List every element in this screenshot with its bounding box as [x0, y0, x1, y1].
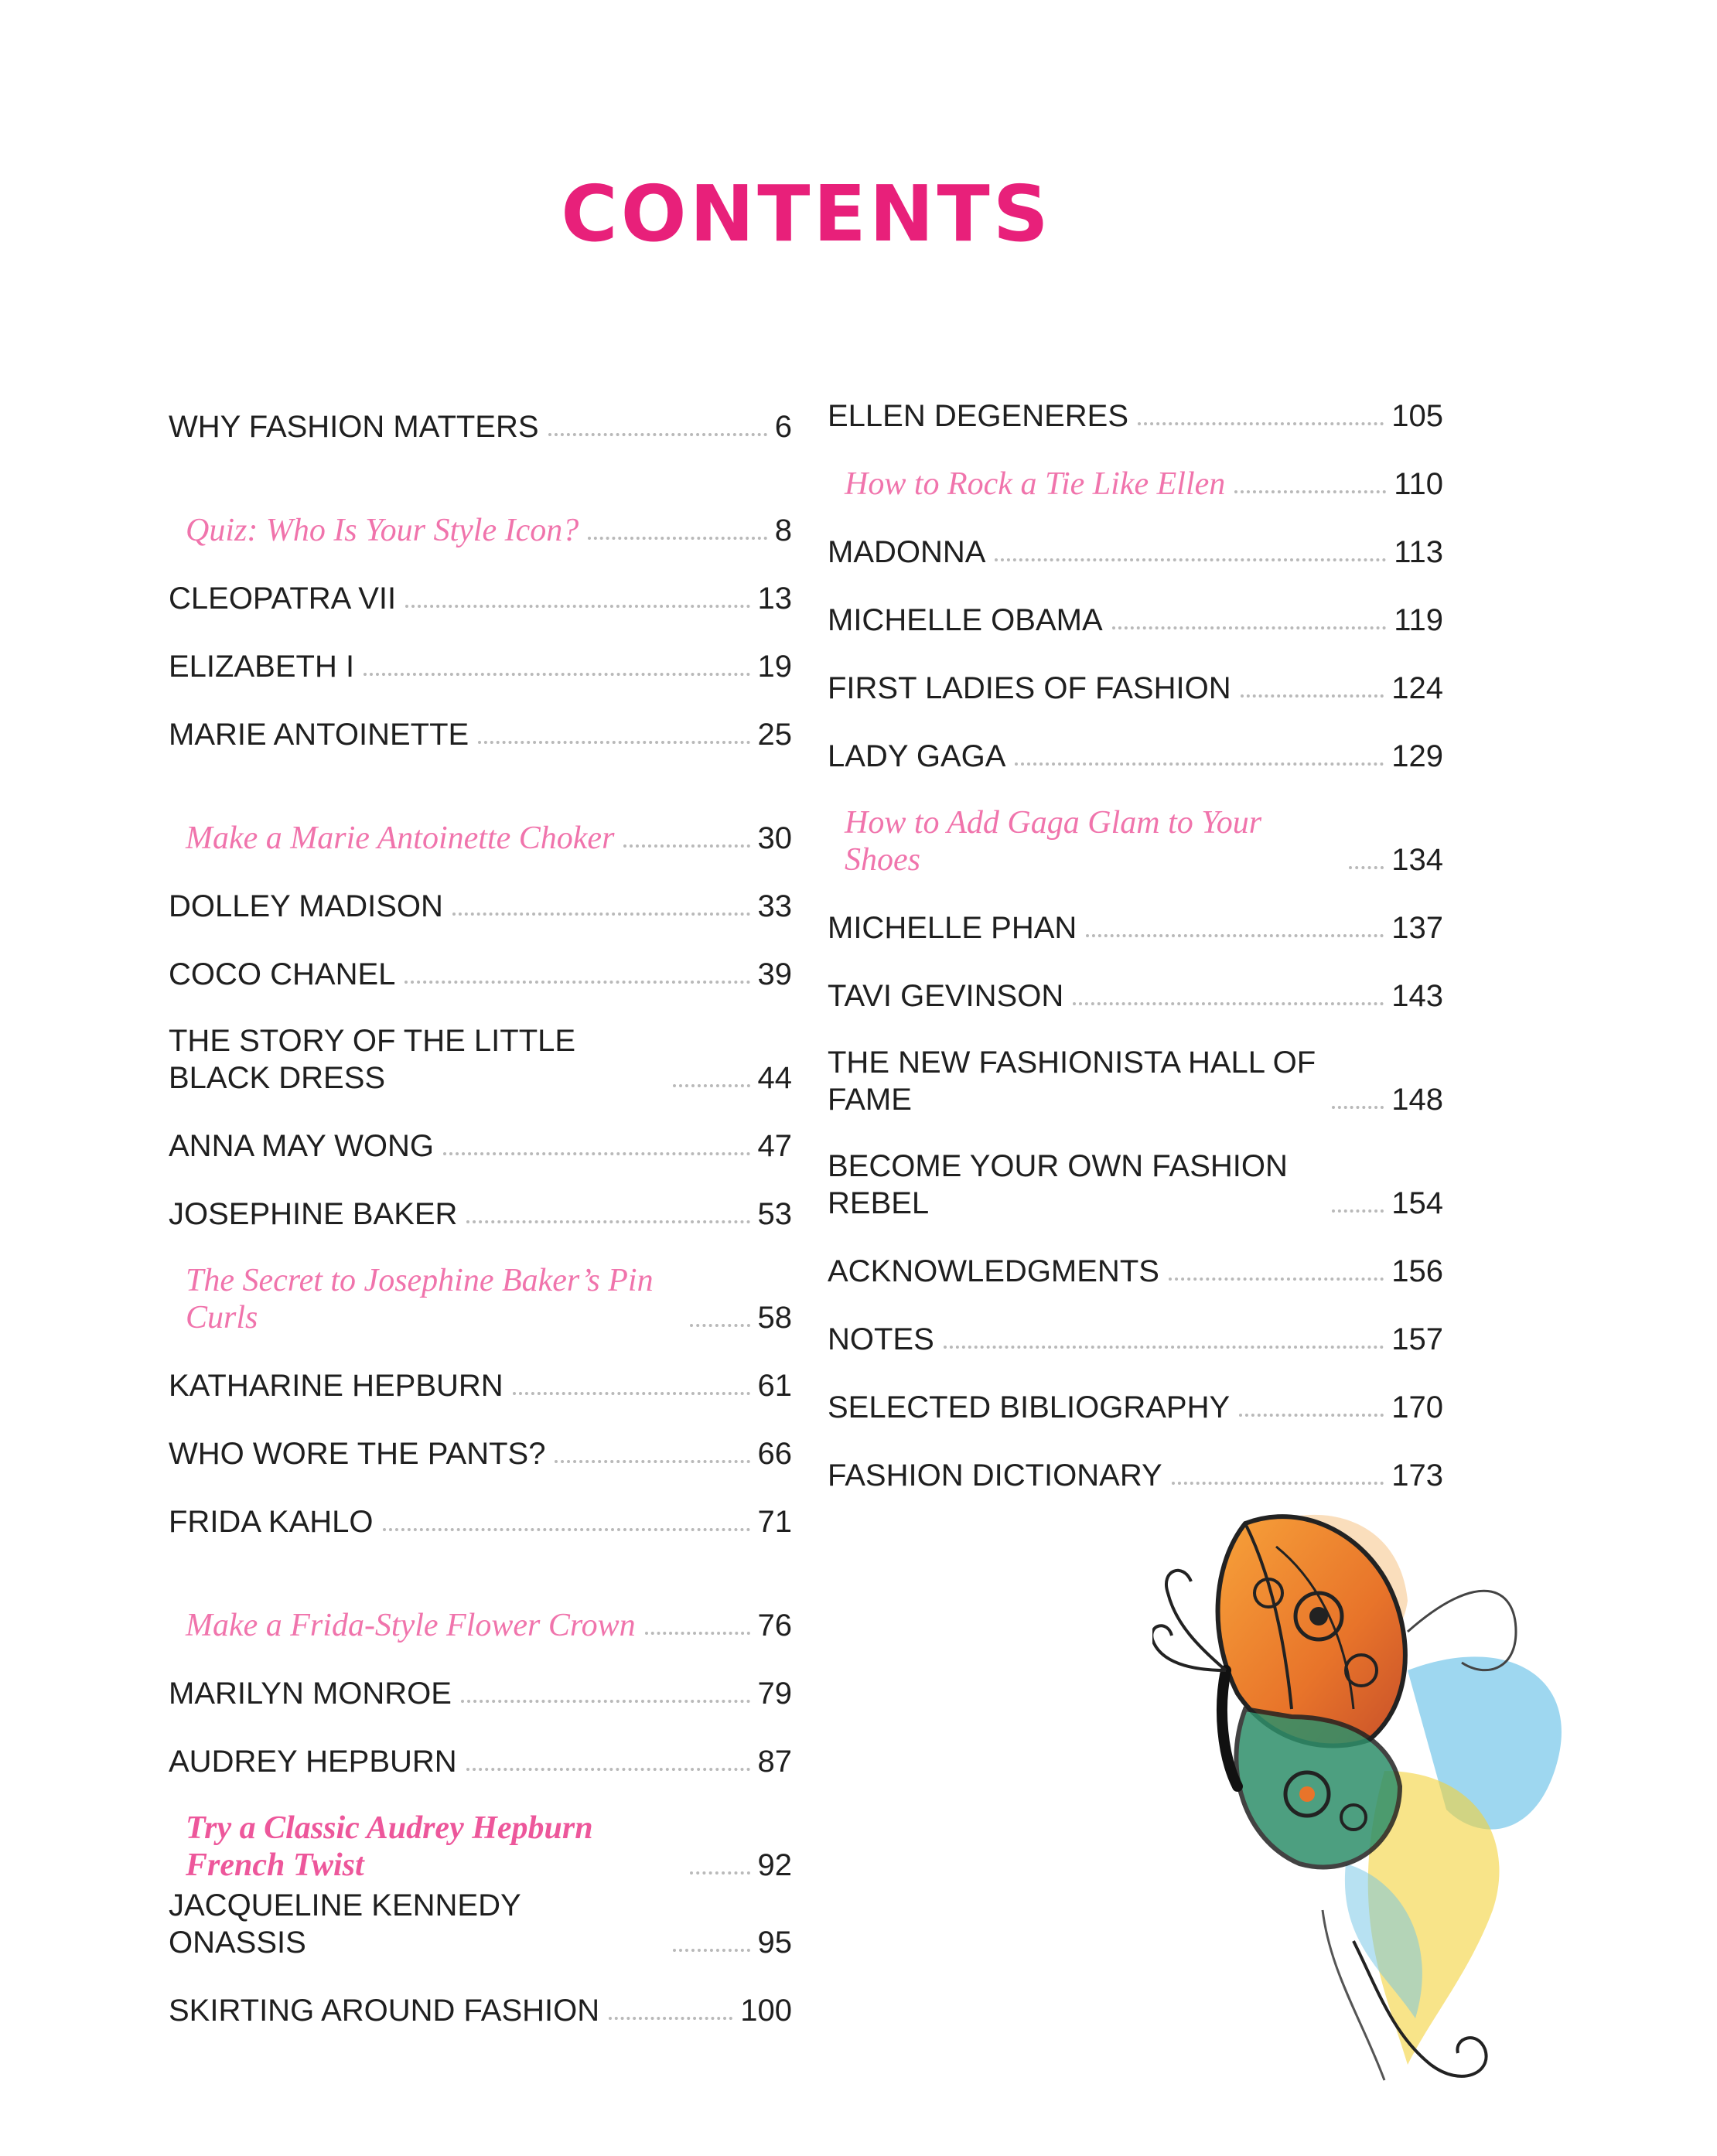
toc-page-number: 61	[757, 1369, 792, 1403]
toc-entry-label: FIRST LADIES OF FASHION	[828, 671, 1231, 705]
toc-entry	[828, 778, 1443, 882]
toc-sub-entry-label: Make a Marie Antoinette Choker	[186, 820, 615, 856]
dot-leader	[588, 537, 767, 540]
dot-leader	[478, 741, 749, 744]
toc-entry	[169, 928, 792, 996]
toc-entry-label: JACQUELINE KENNEDY ONASSIS	[169, 1888, 521, 1960]
dot-leader	[452, 913, 750, 916]
dot-leader	[548, 433, 767, 436]
toc-entry	[169, 1407, 792, 1475]
toc-page-number: 33	[757, 889, 792, 923]
dot-leader	[673, 1084, 750, 1087]
toc-entry-label: BECOME YOUR OWN FASHION REBEL	[828, 1149, 1288, 1220]
toc-page-number: 66	[757, 1437, 792, 1471]
toc-sub-entry-label: How to Add Gaga Glam to Your Shoes	[845, 805, 1262, 878]
dot-leader	[443, 1152, 749, 1155]
toc-entry	[169, 860, 792, 928]
toc-entry-label: ACKNOWLEDGMENTS	[828, 1254, 1159, 1288]
toc-page-number: 71	[757, 1505, 792, 1539]
dot-leader	[1169, 1278, 1384, 1281]
toc-entry-label: FRIDA KAHLO	[169, 1505, 374, 1539]
toc-entry-label: MICHELLE OBAMA	[828, 603, 1103, 637]
toc-page-number: 47	[757, 1129, 792, 1163]
toc-entry	[169, 1475, 792, 1544]
toc-entry	[169, 756, 792, 860]
toc-entry-label: ELLEN DEGENERES	[828, 399, 1129, 433]
toc-entry-label: ANNA MAY WONG	[169, 1129, 435, 1163]
toc-page-number: 92	[757, 1848, 792, 1882]
toc-page-number: 170	[1391, 1390, 1443, 1424]
toc-page-number: 113	[1394, 535, 1443, 569]
toc-entry-label: ELIZABETH I	[169, 650, 355, 684]
toc-entry	[169, 449, 792, 552]
toc-entry-label: THE STORY OF THE LITTLE BLACK DRESS	[169, 1024, 576, 1095]
toc-entry-label: TAVI GEVINSON	[828, 979, 1064, 1013]
toc-entry	[169, 1544, 792, 1647]
toc-entry-label: THE NEW FASHIONISTA HALL OF FAME	[828, 1046, 1316, 1117]
toc-page-number: 87	[757, 1745, 792, 1779]
toc-entry	[169, 1715, 792, 1783]
toc-page-number: 53	[757, 1197, 792, 1231]
toc-entry	[828, 506, 1443, 574]
dot-leader	[1073, 1002, 1384, 1005]
dot-leader	[1241, 694, 1384, 698]
dot-leader	[623, 844, 749, 848]
toc-entry	[828, 370, 1443, 438]
toc-entry-label: JOSEPHINE BAKER	[169, 1197, 458, 1231]
dot-leader	[1239, 1414, 1384, 1417]
dot-leader	[609, 2017, 732, 2020]
toc-entry	[169, 1783, 792, 1887]
toc-page-number: 100	[740, 1994, 792, 2028]
toc-page-number: 39	[757, 957, 792, 991]
toc-page-number: 8	[774, 513, 792, 548]
dot-leader	[1015, 762, 1384, 766]
toc-entry-label: COCO CHANEL	[169, 957, 396, 991]
dot-leader	[1349, 866, 1384, 869]
dot-leader	[1332, 1209, 1384, 1213]
page-title: CONTENTS	[561, 169, 1052, 259]
toc-entry-label: FASHION DICTIONARY	[828, 1458, 1162, 1492]
dot-leader	[1234, 490, 1386, 493]
toc-page-number: 30	[757, 821, 792, 855]
dot-leader	[995, 558, 1386, 561]
toc-entry	[169, 1100, 792, 1168]
toc-entry	[828, 574, 1443, 642]
toc-page-number: 129	[1391, 739, 1443, 773]
toc-sub-entry-label: Quiz: Who Is Your Style Icon?	[186, 513, 579, 548]
toc-page-number: 13	[757, 582, 792, 616]
toc-page-number: 76	[757, 1608, 792, 1643]
dot-leader	[513, 1392, 750, 1395]
toc-entry	[169, 380, 792, 449]
toc-entry-label: SELECTED BIBLIOGRAPHY	[828, 1390, 1231, 1424]
toc-entry	[828, 710, 1443, 778]
toc-entry	[169, 1647, 792, 1715]
toc-page-number: 44	[757, 1061, 792, 1095]
toc-page-number: 19	[757, 650, 792, 684]
dot-leader	[645, 1632, 750, 1635]
toc-page-number: 124	[1391, 671, 1443, 705]
toc-page-number: 25	[757, 718, 792, 752]
toc-left-column	[169, 380, 792, 2032]
toc-entry-label: MICHELLE PHAN	[828, 911, 1077, 945]
toc-page-number: 119	[1394, 603, 1443, 637]
dot-leader	[383, 1528, 750, 1531]
toc-page-number: 143	[1391, 979, 1443, 1013]
toc-entry	[828, 950, 1443, 1018]
dot-leader	[690, 1324, 750, 1327]
toc-entry-label: WHY FASHION MATTERS	[169, 410, 539, 444]
toc-entry	[169, 688, 792, 756]
dot-leader	[1332, 1106, 1384, 1109]
dot-leader	[1086, 934, 1384, 937]
toc-sub-entry-label: How to Rock a Tie Like Ellen	[845, 466, 1226, 502]
toc-entry	[169, 1887, 792, 1964]
toc-entry	[828, 1121, 1443, 1225]
toc-page-number: 137	[1391, 911, 1443, 945]
toc-entry-label: CLEOPATRA VII	[169, 582, 397, 616]
toc-entry	[169, 996, 792, 1100]
dot-leader	[461, 1700, 750, 1703]
dot-leader	[690, 1871, 750, 1875]
toc-entry	[169, 1236, 792, 1339]
toc-entry-label: MARILYN MONROE	[169, 1677, 452, 1711]
toc-page-number: 156	[1391, 1254, 1443, 1288]
toc-entry-label: LADY GAGA	[828, 739, 1006, 773]
dot-leader	[1138, 422, 1384, 425]
toc-sub-entry-label: The Secret to Josephine Baker’s Pin Curls	[186, 1263, 654, 1336]
toc-page-number: 134	[1391, 843, 1443, 877]
dot-leader	[944, 1346, 1384, 1349]
toc-page-number: 148	[1391, 1083, 1443, 1117]
toc-entry	[828, 1018, 1443, 1121]
toc-page-number: 79	[757, 1677, 792, 1711]
toc-page-number: 157	[1391, 1322, 1443, 1356]
dot-leader	[466, 1768, 750, 1771]
toc-page-number: 154	[1391, 1186, 1443, 1220]
toc-entry-label: MADONNA	[828, 535, 986, 569]
toc-entry	[828, 1361, 1443, 1429]
toc-entry	[828, 438, 1443, 506]
toc-page-number: 105	[1391, 399, 1443, 433]
toc-sub-entry-label: Make a Frida-Style Flower Crown	[186, 1608, 636, 1643]
toc-entry	[828, 1293, 1443, 1361]
toc-entry-label: SKIRTING AROUND FASHION	[169, 1994, 600, 2028]
toc-page-number: 110	[1394, 467, 1443, 501]
dot-leader	[364, 673, 749, 676]
toc-entry	[828, 642, 1443, 710]
toc-sub-entry-label: Try a Classic Audrey Hepburn French Twist	[186, 1810, 593, 1883]
toc-entry-label: MARIE ANTOINETTE	[169, 718, 469, 752]
toc-page-number: 6	[774, 410, 792, 444]
toc-entry	[169, 1964, 792, 2032]
toc-entry	[828, 882, 1443, 950]
butterfly-illustration	[1152, 1477, 1586, 2111]
toc-entry-label: WHO WORE THE PANTS?	[169, 1437, 546, 1471]
dot-leader	[673, 1949, 750, 1952]
dot-leader	[405, 981, 749, 984]
dot-leader	[466, 1220, 749, 1223]
toc-entry-label: NOTES	[828, 1322, 934, 1356]
dot-leader	[555, 1460, 749, 1463]
toc-page-number: 95	[757, 1926, 792, 1960]
toc-page-number: 173	[1391, 1458, 1443, 1492]
toc-entry-label: KATHARINE HEPBURN	[169, 1369, 503, 1403]
toc-right-column	[828, 370, 1443, 1497]
dot-leader	[1112, 626, 1387, 629]
toc-entry-label: DOLLEY MADISON	[169, 889, 443, 923]
toc-entry	[169, 1168, 792, 1236]
dot-leader	[405, 605, 749, 608]
toc-entry	[169, 552, 792, 620]
toc-entry	[169, 620, 792, 688]
toc-entry-label: AUDREY HEPBURN	[169, 1745, 457, 1779]
toc-entry	[169, 1339, 792, 1407]
toc-page-number: 58	[757, 1301, 792, 1335]
toc-entry	[828, 1225, 1443, 1293]
